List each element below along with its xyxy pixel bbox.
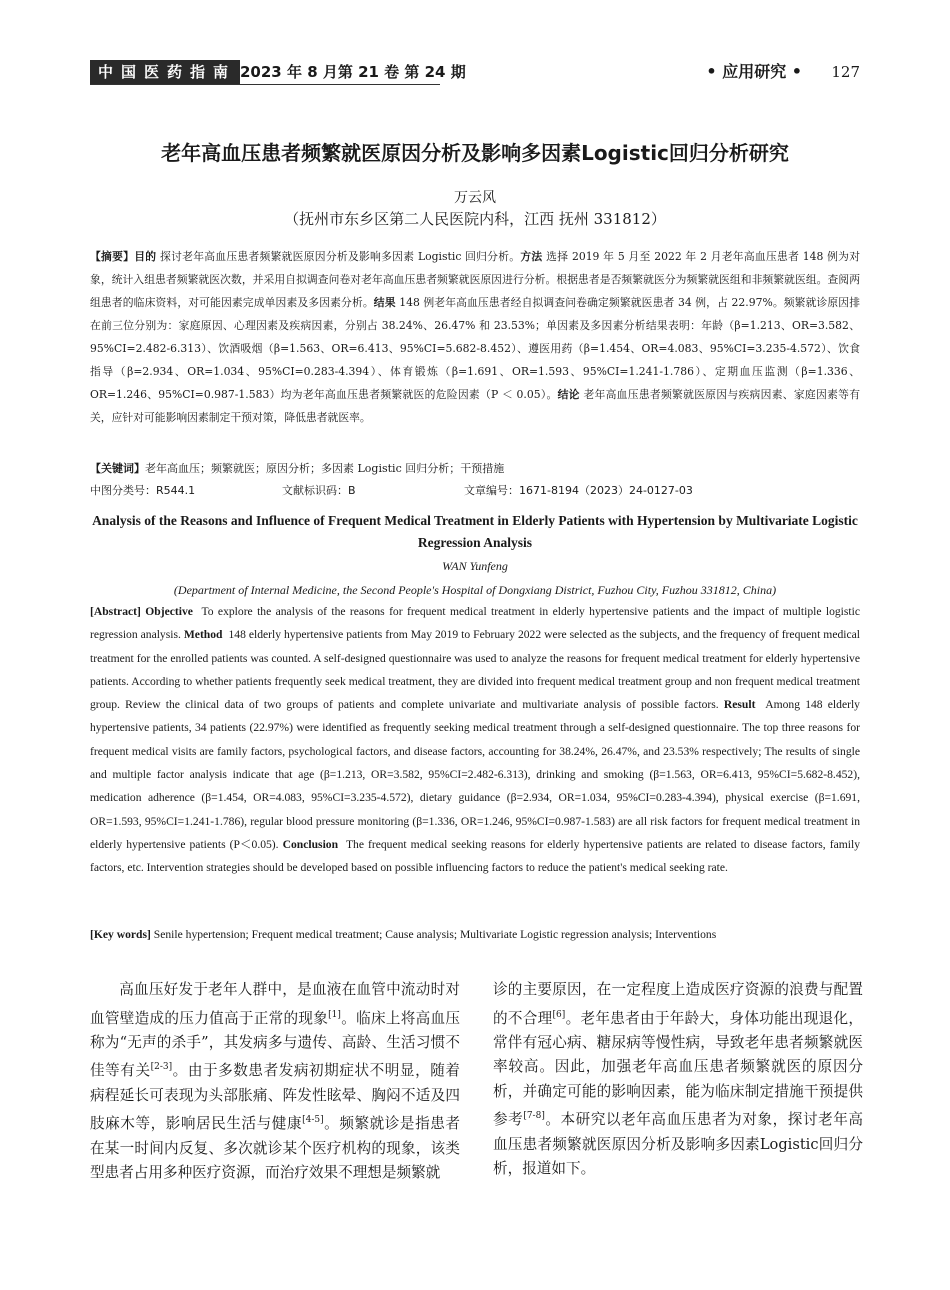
body-text: 。老年患者由于年龄大，身体功能出现退化，常伴有冠心病、糖尿病等慢性病，导致老年患者频繁就医率较高。因此，加强老年高血压患者频繁就医的原因分析，并确定可能的影响因素，能为临床制定措施干预提供参考 [493,1009,863,1129]
keywords-cn [90,457,860,480]
paper-title: 老年高血压患者频繁就医原因分析及影响多因素Logistic回归分析研究 [161,141,789,165]
author-name: 万云风 [454,190,496,206]
method-cn: 选择 2019 年 5 月至 2022 年 2 月老年高血压患者 148 例为对象，统计入组患者频繁就医次数，并采用自拟调查问卷对老年高血压患者频繁就医原因进行分析。根据患者是否频繁就医分为频繁就医组和非频繁就医组。查阅两组患者的临床资料，对可能因素完成单因素及多因素分析。 [90,250,861,309]
result-cn: 148 例老年高血压患者经自拟调查问卷确定频繁就医患者 34 例，占 22.97%。频繁就诊原因排在前三位分别为：家庭原因、心理因素及疾病因素，分别占 38.24%、26.47% 和 23.53%；单因素及多因素分析结果表明：年龄（β=1.213、OR=3.582、95%CI=2.482-6.313）、饮酒吸烟（β=1.563、OR=6.413、95%CI=5.682-8.452）、遵医用药（β=1.454、OR=4.083、95%CI=3.235-4.572）、饮食指导（β=2.934、OR=1.034、95%CI=0.283-4.394）、体育锻炼（β=1.691、OR=1.593、95%CI=1.241-1.786）、定期血压监测（β=1.336、OR=1.246、95%CI=0.987-1.583）均为老年高血压患者频繁就医的危险因素（P ＜ 0.05）。 [90,296,861,401]
conclusion-cn: 老年高血压患者频繁就医原因与疾病因素、家庭因素等有关，应针对可能影响因素制定干预对策，降低患者就医率。 [90,388,861,424]
body-text: 。由于多数患者发病初期症状不明显，随着病程延长可表现为头部胀痛、阵发性眩晕、胸闷不适及四肢麻木等，影响居民生活与健康 [90,1062,460,1133]
citation: [1] [328,1009,341,1020]
conclusion-en: The frequent medical seeking reasons for elderly hypertensive patients are related to disease factors, family factors, etc. Intervention strategies should be developed based on possible influencing factors to reduce the patient's medical seeking rate. [90,837,860,875]
keywords-en [90,925,860,945]
abstract-cn [90,245,860,429]
conclusion-en-label: Conclusion [282,837,339,851]
english-affiliation: (Department of Internal Medicine, the Second People's Hospital of Dongxiang District, Fuzhou City, Fuzhou 331812, China) [173,583,777,597]
citation: [4-5] [302,1115,324,1126]
author-affiliation: （抚州市东乡区第二人民医院内科，江西 抚州 331812） [284,210,666,228]
citation: [7-8] [523,1111,545,1122]
abstract-cn-label: 【摘要】 [90,250,135,263]
section-label: • 应用研究 • [706,62,802,81]
method-en-label: Method [183,628,223,642]
clc-number: 中图分类号：R544.1 [90,484,196,497]
abstract-en-label: [Abstract] [90,605,141,618]
body-column-left [90,978,460,1186]
keywords-cn-text: 老年高血压；频繁就医；原因分析；多因素 Logistic 回归分析；干预措施 [145,462,505,475]
objective-en-label: Objective [145,605,193,618]
body-text: 。频繁就诊是指患者在某一时间内反复、多次就诊某个医疗机构的现象，该类型患者占用多种医疗资源，而治疗效果不理想是频繁就 [90,1115,460,1182]
body-text: 。本研究以老年高血压患者为对象，探讨老年高血压患者频繁就医原因分析及影响多因素Logistic回归分析，报道如下。 [493,1111,863,1178]
method-cn-label: 方法 [520,250,543,263]
conclusion-cn-label: 结论 [557,388,580,401]
article-number: 文章编号：1671-8194（2023）24-0127-03 [464,484,693,497]
keywords-cn-label: 【关键词】 [90,462,145,475]
citation: [2-3] [150,1062,173,1073]
body-text: 。临床上将高血压称为“无声的杀手”，其发病多与遗传、高龄、生活习惯不佳等有关 [90,1009,460,1080]
objective-en: To explore the analysis of the reasons for frequent medical treatment in elderly hypertensive patients and the impact of multiple logistic regression analysis. [90,605,861,642]
keywords-en-text: Senile hypertension; Frequent medical treatment; Cause analysis; Multivariate Logistic regression analysis; Interventions [153,928,717,941]
journal-name: 中国医药指南 [90,60,240,84]
method-en: 148 elderly hypertensive patients from May 2019 to February 2022 were selected as the subjects, and the frequency of frequent medical treatment for the enrolled patients was counted. A self-designed questionnaire was used to analyze the reasons for frequent medical treatment for elderly hypertensive patients. According to whether patients frequently seek medical treatment, they are divided into frequent medical treatment group and non frequent medical treatment group. Review the clinical data of two groups of patients and complete univariate and multivariate analysis of possible factors. [90,628,860,712]
objective-cn-label: 目的 [134,250,157,263]
document-code: 文献标识码：B [282,484,356,497]
result-cn-label: 结果 [373,296,396,309]
objective-cn: 探讨老年高血压患者频繁就医原因分析及影响多因素 Logistic 回归分析。 [160,250,521,263]
body-text: 高血压好发于老年人群中，是血液在血管中流动时对血管壁造成的压力值高于正常的现象 [90,981,460,1027]
issue-info: 2023 年 8 月第 21 卷 第 24 期 [240,63,466,81]
result-en-label: Result [723,698,756,712]
keywords-en-label: [Key words] [90,928,151,941]
page-number: 127 [831,63,860,81]
body-text: 诊的主要原因，在一定程度上造成医疗资源的浪费与配置的不合理 [493,981,863,1027]
body-column-right [493,978,863,1182]
abstract-en [90,600,860,880]
result-en: Among 148 elderly hypertensive patients, 34 patients (22.97%) were identified as frequently seeking medical treatment through a self-designed questionnaire. The top three reasons for frequent medical visits are family factors, psychological factors, and disease factors, accounting for 38.24%, 26.47%, and 23.53% respectively; The results of single and multiple factor analysis indicate that age (β=1.213, OR=3.582, 95%CI=2.482-6.313), drinking and smoking (β=1.563, OR=6.413, 95%CI=5.682-8.452), medication adherence (β=1.454, OR=4.083, 95%CI=3.235-4.572), dietary guidance (β=2.934, OR=1.034, 95%CI=0.283-4.394), physical exercise (β=1.691, OR=1.593, 95%CI=1.241-1.786), regular blood pressure monitoring (β=1.336, OR=1.246, 95%CI=0.987-1.583) are all risk factors for frequent medical treatment in elderly hypertensive patients (P＜0.05). [90,698,860,851]
running-header [90,60,860,84]
english-title: Analysis of the Reasons and Influence of Frequent Medical Treatment in Elderly Patients with Hypertension by Multivariate Logistic Regression Analysis [92,513,858,550]
english-author: WAN Yunfeng [442,559,508,573]
header-rule [90,84,440,85]
citation: [6] [552,1009,566,1020]
